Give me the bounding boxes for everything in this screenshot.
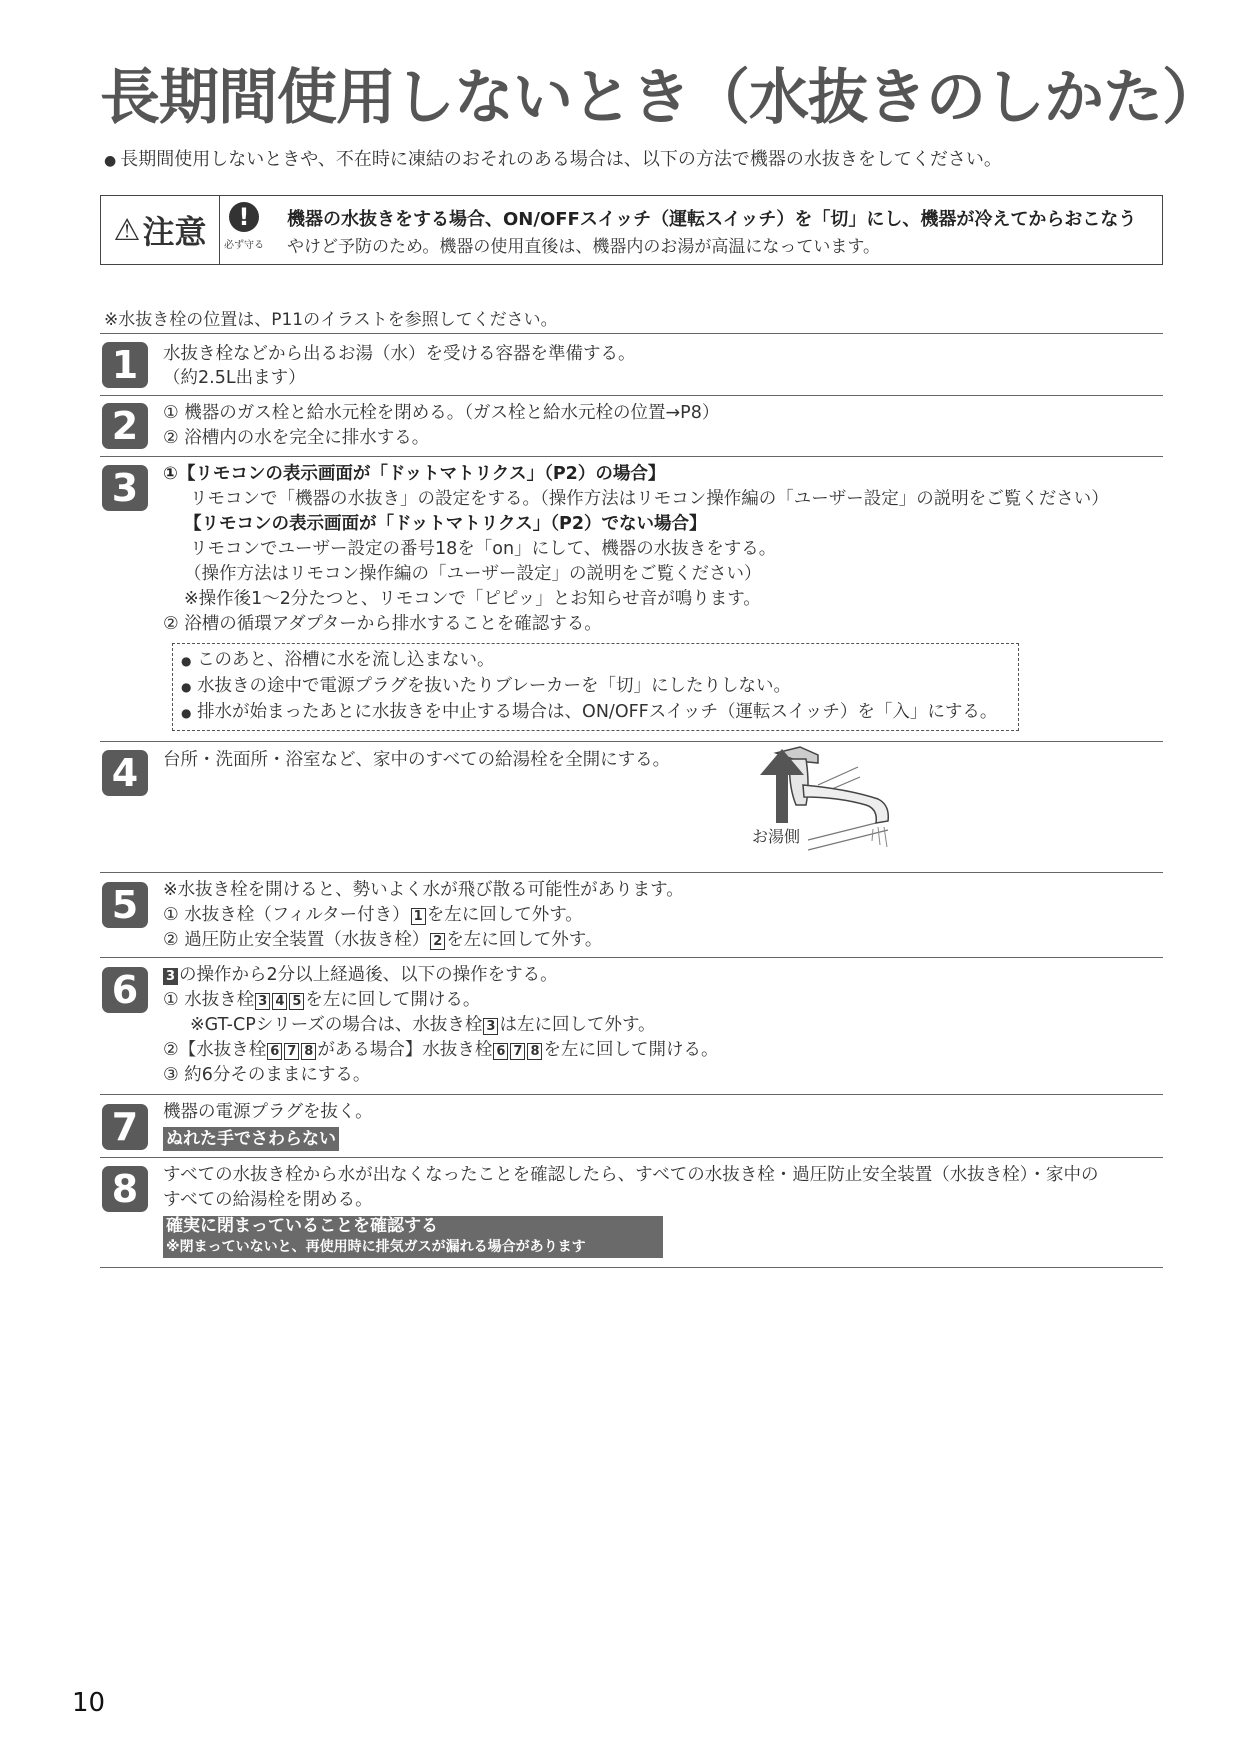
bullet-text: 排水が始まったあとに水抜きを中止する場合は、ON/OFFスイッチ（運転スイッチ）を「入」にする。 (197, 702, 998, 722)
plug-ref-3: 3 (483, 1018, 498, 1035)
step-3-sound-note: ※操作後1〜2分たつと、リモコンで「ピピッ」とお知らせ音が鳴ります。 (184, 589, 761, 609)
step-number-5: 5 (102, 882, 148, 928)
step-5-item-2 (163, 928, 602, 952)
drain-plug-location-note: ※水抜き栓の位置は、P11のイラストを参照してください。 (104, 310, 558, 330)
step-6-gtcp-note (190, 1013, 656, 1037)
text: は左に回して外す。 (499, 1015, 656, 1035)
bullet-icon: ● (104, 153, 117, 169)
step-7-text: 機器の電源プラグを抜く。 (163, 1102, 373, 1122)
step-8-warning-highlight (163, 1216, 663, 1258)
divider (100, 456, 1163, 457)
step-3-item-2: ② 浴槽の循環アダプターから排水することを確認する。 (163, 614, 602, 634)
step-number-2: 2 (102, 403, 148, 449)
text: ※GT-CPシリーズの場合は、水抜き栓 (190, 1015, 483, 1035)
step-5-item-1 (163, 903, 583, 927)
text: ① 水抜き栓 (163, 990, 255, 1010)
step-6-item-2 (163, 1038, 718, 1062)
step-3-case-other: 【リモコンの表示画面が「ドットマトリクス」（P2）でない場合】 (184, 514, 707, 534)
caution-label (101, 196, 220, 264)
intro-text (104, 145, 1002, 171)
faucet-illustration (748, 745, 908, 870)
step-8-text-2: すべての給湯栓を閉める。 (163, 1190, 373, 1210)
divider (100, 741, 1163, 742)
plug-ref-7: 7 (510, 1043, 525, 1060)
plug-ref-5: 5 (289, 993, 304, 1010)
step-2-item-2: ② 浴槽内の水を完全に排水する。 (163, 428, 430, 448)
step-5-warning: ※水抜き栓を開けると、勢いよく水が飛び散る可能性があります。 (163, 880, 684, 900)
bullet-text: 水抜きの途中で電源プラグを抜いたりブレーカーを「切」にしたりしない。 (197, 676, 792, 696)
plug-ref-1: 1 (411, 908, 426, 925)
plug-ref-7: 7 (284, 1043, 299, 1060)
step-2-item-1: ① 機器のガス栓と給水元栓を閉める。（ガス栓と給水元栓の位置→P8） (163, 403, 720, 423)
step-number-1: 1 (102, 342, 148, 388)
step-6-item-1 (163, 988, 480, 1012)
step-4-text: 台所・洗面所・浴室など、家中のすべての給湯栓を全開にする。 (163, 750, 671, 770)
divider (100, 1157, 1163, 1158)
text: ② 過圧防止安全装置（水抜き栓） (163, 930, 430, 950)
step-number-6: 6 (102, 967, 148, 1013)
text: の操作から2分以上経過後、以下の操作をする。 (179, 965, 558, 985)
step-6-item-3: ③ 約6分そのままにする。 (163, 1065, 371, 1085)
step-number-4: 4 (102, 750, 148, 796)
divider (100, 395, 1163, 396)
intro-label: 長期間使用しないときや、不在時に凍結のおそれのある場合は、以下の方法で機器の水抜きをしてください。 (120, 149, 1002, 170)
plug-ref-2: 2 (430, 933, 445, 950)
plug-ref-3: 3 (255, 993, 270, 1010)
divider (100, 1267, 1163, 1268)
hot-water-side-label: お湯側 (752, 827, 801, 846)
divider (100, 872, 1163, 873)
divider (100, 957, 1163, 958)
caution-reason: やけど予防のため。機器の使用直後は、機器内のお湯が高温になっています。 (287, 237, 880, 257)
caution-title: 注意 (142, 213, 207, 251)
step-3-case-dot-matrix: ①【リモコンの表示画面が「ドットマトリクス」（P2）の場合】 (163, 464, 666, 484)
bullet-icon: ● (181, 654, 192, 668)
caution-heading: 機器の水抜きをする場合、ON/OFFスイッチ（運転スイッチ）を「切」にし、機器が冷えてからおこなう (287, 209, 1137, 230)
step-3-other-instruction: リモコンでユーザー設定の番号18を「on」にして、機器の水抜きをする。 (190, 539, 777, 559)
step-8-warning-1: 確実に閉まっていることを確認する (166, 1216, 438, 1236)
step-1-note: （約2.5L出ます） (163, 368, 306, 388)
must-follow-mark (221, 196, 267, 264)
step-number-3: 3 (102, 465, 148, 511)
caution-box (100, 195, 1163, 265)
step-7-warning-highlight: ぬれた手でさわらない (163, 1127, 339, 1151)
page-number: 10 (72, 1688, 106, 1718)
plug-ref-4: 4 (272, 993, 287, 1010)
step-3-bullet-3 (181, 700, 997, 725)
step-8-warning-2: ※閉まっていないと、再使用時に排気ガスが漏れる場合があります (166, 1239, 586, 1255)
step-number-7: 7 (102, 1104, 148, 1150)
plug-ref-8: 8 (527, 1043, 542, 1060)
text: がある場合】水抜き栓 (317, 1040, 493, 1060)
step-3-dot-matrix-instruction: リモコンで「機器の水抜き」の設定をする。（操作方法はリモコン操作編の「ユーザー設定」の説明をご覧ください） (190, 489, 1109, 509)
page-title: 長期間使用しないとき（水抜きのしかた） (100, 63, 1221, 133)
bullet-icon: ● (181, 706, 192, 720)
text: を左に回して外す。 (446, 930, 603, 950)
text: ②【水抜き栓 (163, 1040, 267, 1060)
step-1-text: 水抜き栓などから出るお湯（水）を受ける容器を準備する。 (163, 344, 636, 364)
plug-ref-6: 6 (267, 1043, 282, 1060)
divider (100, 333, 1163, 334)
step-3-caution-box (172, 643, 1019, 731)
step-8-text-1: すべての水抜き栓から水が出なくなったことを確認したら、すべての水抜き栓・過圧防止安全装置（水抜き栓）・家中の (163, 1165, 1099, 1185)
text: を左に回して開ける。 (543, 1040, 719, 1060)
text: を左に回して開ける。 (305, 990, 481, 1010)
step-3-bullet-1 (181, 648, 495, 673)
step-3-other-reference: （操作方法はリモコン操作編の「ユーザー設定」の説明をご覧ください） (184, 564, 762, 584)
step-3-bullet-2 (181, 674, 791, 699)
step-6-intro (163, 963, 558, 987)
plug-ref-8: 8 (301, 1043, 316, 1060)
plug-ref-6: 6 (493, 1043, 508, 1060)
must-follow-label: 必ず守る (224, 240, 264, 251)
step-ref-3: 3 (163, 968, 178, 985)
text: ① 水抜き栓（フィルター付き） (163, 905, 410, 925)
text: を左に回して外す。 (426, 905, 583, 925)
bullet-text: このあと、浴槽に水を流し込まない。 (197, 650, 495, 670)
warning-triangle-icon: ⚠ (113, 212, 141, 248)
exclamation-icon: ! (229, 202, 259, 232)
step-number-8: 8 (102, 1166, 148, 1212)
bullet-icon: ● (181, 680, 192, 694)
divider (100, 1094, 1163, 1095)
